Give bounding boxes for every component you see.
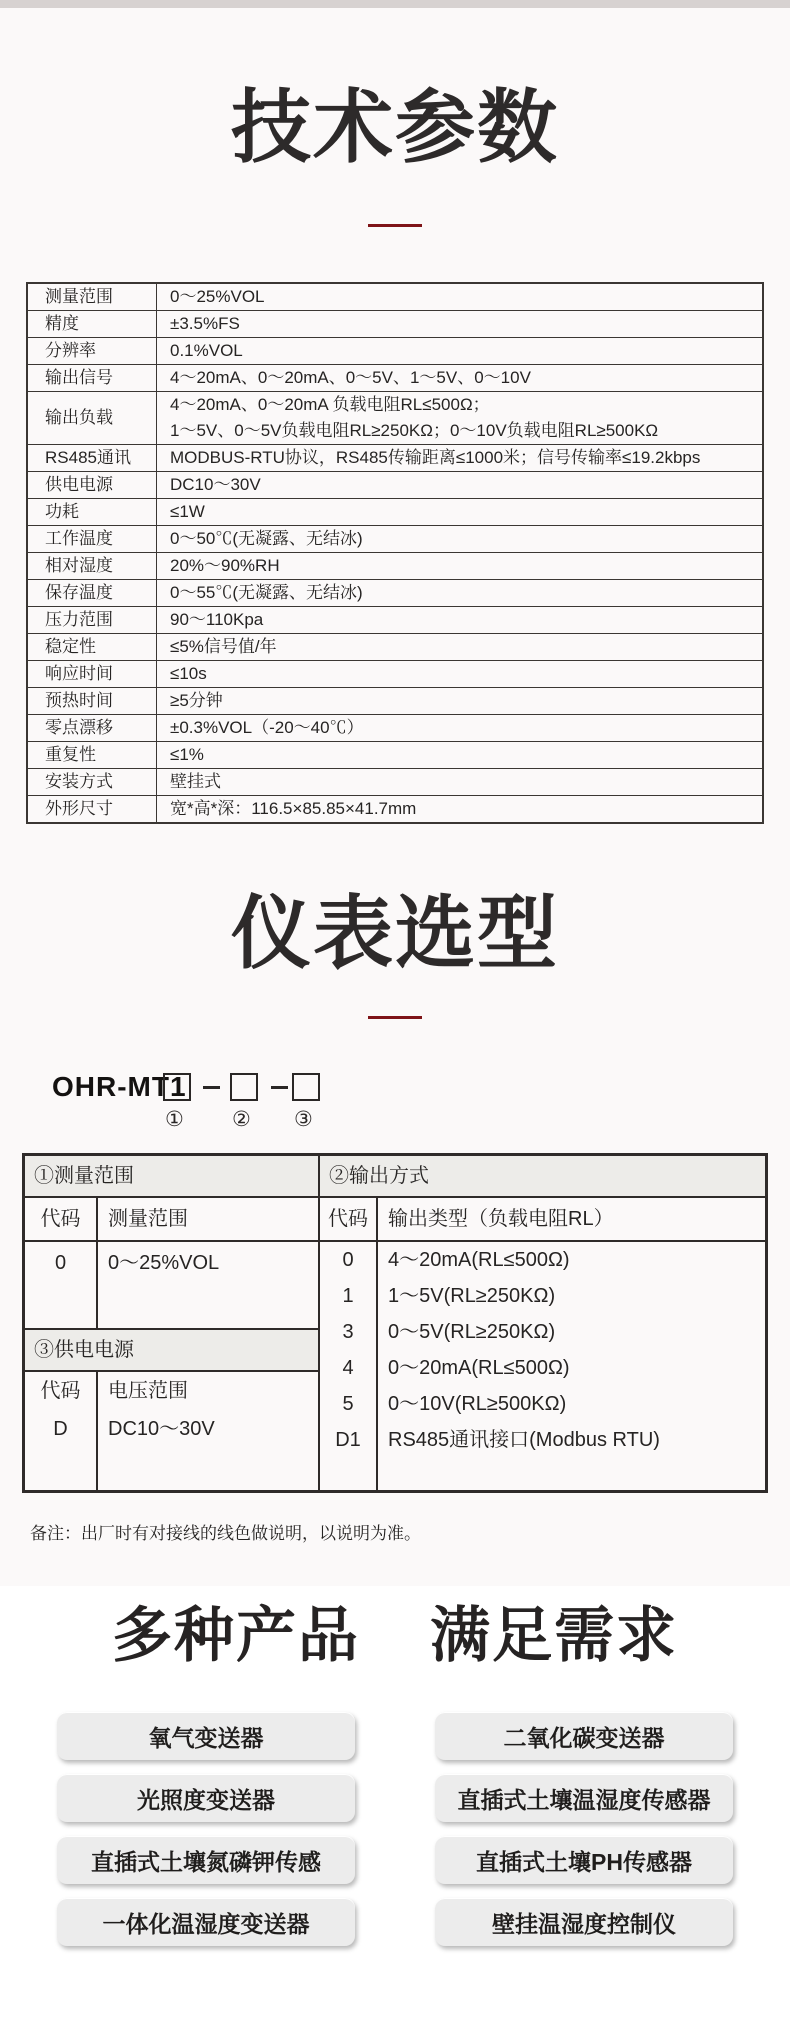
output-code: 3 [342, 1321, 354, 1343]
range-desc: 0～25%VOL [108, 1252, 220, 1274]
spec-row [27, 392, 763, 445]
selection-right-column [320, 1156, 765, 1490]
spec-row [27, 769, 763, 796]
spec-label: 工作温度 [27, 526, 157, 553]
spec-label: 功耗 [27, 499, 157, 526]
product-buttons-grid [57, 1712, 733, 1946]
product-button-soil-npk-sensor[interactable]: 直插式土壤氮磷钾传感 [57, 1836, 355, 1884]
spec-label: 零点漂移 [27, 715, 157, 742]
spec-row [27, 499, 763, 526]
product-button-co2-transmitter[interactable]: 二氧化碳变送器 [435, 1712, 733, 1760]
spec-value: 壁挂式 [157, 769, 764, 796]
output-code-header: 代码 [320, 1198, 378, 1240]
spec-value: MODBUS-RTU协议，RS485传输距离≤1000米；信号传输率≤19.2kbps [157, 445, 764, 472]
output-desc: 4～20mA(RL≤500Ω) [388, 1249, 570, 1271]
selection-table [22, 1153, 768, 1493]
product-button-soil-ph-sensor[interactable]: 直插式土壤PH传感器 [435, 1836, 733, 1884]
output-desc: 0～10V(RL≥500KΩ) [388, 1393, 567, 1415]
model-prefix: OHR-MT1 [52, 1071, 187, 1102]
spec-label: 输出信号 [27, 365, 157, 392]
spec-label: 输出负载 [27, 392, 157, 445]
spec-value: ±0.3%VOL（-20～40℃） [157, 715, 764, 742]
output-desc-column [378, 1242, 765, 1490]
position-label-3: ③ [294, 1108, 313, 1131]
product-button-wall-mounted-temp-humidity-controller[interactable]: 壁挂温湿度控制仪 [435, 1898, 733, 1946]
power-code-column [25, 1372, 98, 1490]
range-data-row [25, 1242, 318, 1330]
output-code-column [320, 1242, 378, 1490]
output-desc: 1～5V(RL≥250KΩ) [388, 1285, 556, 1307]
spec-value: 0.1%VOL [157, 338, 764, 365]
power-desc-column [98, 1372, 318, 1490]
spec-label: 外形尺寸 [27, 796, 157, 824]
power-code-header: 代码 [40, 1380, 81, 1402]
spec-label: 相对湿度 [27, 553, 157, 580]
spec-row [27, 472, 763, 499]
output-code: 1 [342, 1285, 354, 1307]
spec-label: 预热时间 [27, 688, 157, 715]
output-desc: 0～20mA(RL≤500Ω) [388, 1357, 570, 1379]
spec-value: ≤1W [157, 499, 764, 526]
range-col-headers [25, 1198, 318, 1242]
product-button-illuminance-transmitter[interactable]: 光照度变送器 [57, 1774, 355, 1822]
output-section-body [320, 1242, 765, 1490]
spec-row [27, 580, 763, 607]
output-code: D1 [335, 1429, 361, 1451]
section-products [0, 1586, 790, 2028]
range-section-header: ①测量范围 [25, 1156, 318, 1198]
title-underline [368, 1016, 422, 1019]
spec-value: 0～25%VOL [157, 283, 764, 311]
spec-row [27, 661, 763, 688]
spec-row [27, 715, 763, 742]
spec-value-line1: 4～20mA、0～20mA 负载电阻RL≤500Ω； [170, 395, 490, 414]
spec-value: ≤10s [157, 661, 764, 688]
spec-value: 0～50℃(无凝露、无结冰) [157, 526, 764, 553]
product-button-integrated-temp-humidity-transmitter[interactable]: 一体化温湿度变送器 [57, 1898, 355, 1946]
power-desc: DC10～30V [108, 1418, 215, 1440]
spec-value: ≤5%信号值/年 [157, 634, 764, 661]
power-section-header: ③供电电源 [25, 1330, 318, 1372]
spec-value [157, 392, 764, 445]
spec-value: ±3.5%FS [157, 311, 764, 338]
spec-row [27, 311, 763, 338]
model-code-diagram [0, 1071, 790, 1141]
spec-label: 精度 [27, 311, 157, 338]
product-button-soil-temp-humidity-sensor[interactable]: 直插式土壤温湿度传感器 [435, 1774, 733, 1822]
output-desc-header: 输出类型（负载电阻RL） [388, 1208, 614, 1230]
spec-label: 分辨率 [27, 338, 157, 365]
factory-note: 备注：出厂时有对接线的线色做说明，以说明为准。 [30, 1524, 421, 1543]
model-dash [271, 1086, 288, 1089]
product-button-oxygen-transmitter[interactable]: 氧气变送器 [57, 1712, 355, 1760]
spec-value: 0～55℃(无凝露、无结冰) [157, 580, 764, 607]
output-code: 5 [342, 1393, 354, 1415]
spec-row [27, 283, 763, 311]
products-title [0, 1602, 790, 1669]
spec-value: 宽*高*深：116.5×85.85×41.7mm [157, 796, 764, 824]
spec-label: 测量范围 [27, 283, 157, 311]
spec-label: 稳定性 [27, 634, 157, 661]
spec-value: DC10～30V [157, 472, 764, 499]
output-code: 4 [342, 1357, 354, 1379]
power-section-body [25, 1372, 318, 1490]
spec-value: 20%～90%RH [157, 553, 764, 580]
spec-label: 安装方式 [27, 769, 157, 796]
power-code: D [53, 1418, 68, 1440]
spec-value: 4～20mA、0～20mA、0～5V、1～5V、0～10V [157, 365, 764, 392]
spec-label: 重复性 [27, 742, 157, 769]
range-code: 0 [25, 1242, 98, 1328]
model-code-box-1 [163, 1073, 191, 1101]
spec-label: RS485通讯 [27, 445, 157, 472]
spec-label: 供电电源 [27, 472, 157, 499]
spec-row [27, 526, 763, 553]
spec-value: ≤1% [157, 742, 764, 769]
spec-label: 响应时间 [27, 661, 157, 688]
power-desc-header: 电压范围 [108, 1380, 188, 1402]
model-code-box-2 [230, 1073, 258, 1101]
products-title-right: 满足需求 [430, 1602, 678, 1669]
output-desc: 0～5V(RL≥250KΩ) [388, 1321, 556, 1343]
title-underline [368, 224, 422, 227]
tech-params-title: 技术参数 [231, 83, 559, 172]
spec-row [27, 445, 763, 472]
spec-row [27, 688, 763, 715]
spec-row [27, 365, 763, 392]
model-dash [203, 1086, 220, 1089]
section-tech-specs [0, 8, 790, 1586]
spec-row [27, 553, 763, 580]
spec-value-line2: 1～5V、0～5V负载电阻RL≥250KΩ；0～10V负载电阻RL≥500KΩ [170, 421, 659, 440]
selection-left-column [25, 1156, 320, 1490]
spec-row [27, 742, 763, 769]
top-strip [0, 0, 790, 8]
spec-row [27, 634, 763, 661]
model-code-box-3 [292, 1073, 320, 1101]
output-section-header: ②输出方式 [320, 1156, 765, 1198]
spec-label: 压力范围 [27, 607, 157, 634]
position-label-1: ① [165, 1108, 184, 1131]
output-desc: RS485通讯接口(Modbus RTU) [388, 1429, 660, 1451]
spec-table [26, 282, 764, 824]
output-col-headers [320, 1198, 765, 1242]
spec-row [27, 338, 763, 365]
range-code-header: 代码 [25, 1198, 98, 1240]
position-label-2: ② [232, 1108, 251, 1131]
spec-row [27, 796, 763, 824]
spec-row [27, 607, 763, 634]
range-desc-header: 测量范围 [108, 1208, 188, 1230]
spec-value: 90～110Kpa [157, 607, 764, 634]
spec-value: ≥5分钟 [157, 688, 764, 715]
spec-label: 保存温度 [27, 580, 157, 607]
products-title-left: 多种产品 [112, 1602, 360, 1669]
instrument-selection-title: 仪表选型 [231, 889, 559, 978]
output-code: 0 [342, 1249, 354, 1271]
